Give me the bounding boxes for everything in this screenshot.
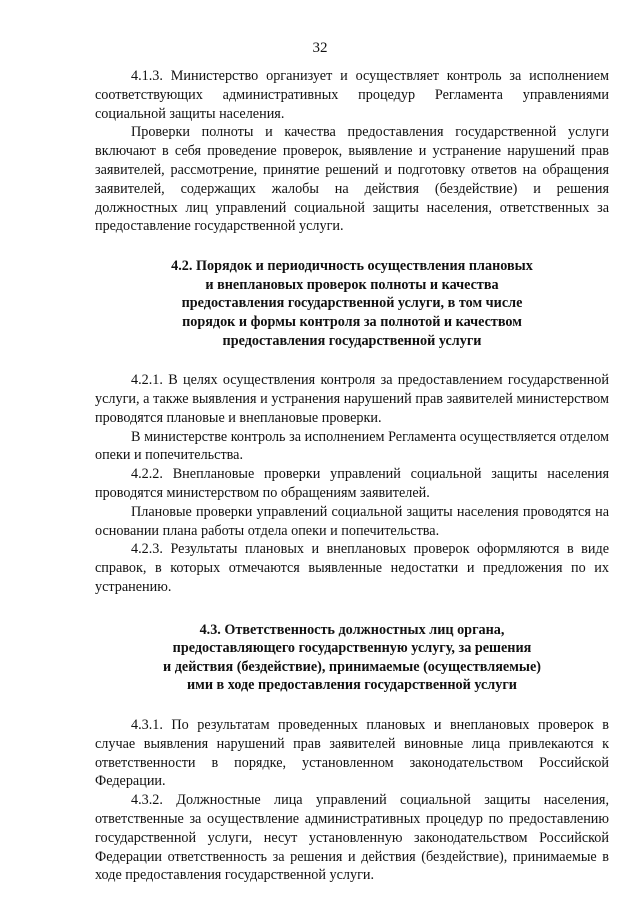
paragraph-4-3-2: 4.3.2. Должностные лица управлений социальной защиты населения, ответственные за осуществление административных процедур по предоставлению государственной услуги, несут установленную законодательством Российской Федерации ответственность за решения и действия (бездействие), принимаемые в ходе предоставления государственной услуги. xyxy=(95,792,609,884)
heading-line: 4.3. Ответственность должностных лиц органа, xyxy=(199,621,505,638)
heading-line: предоставляющего государственную услугу, за решения xyxy=(172,640,532,657)
paragraph-4-2-3: 4.2.3. Результаты плановых и внеплановых проверок оформляются в виде справок, в которых отмечаются выявленные недостатки и предложения по их устранению. xyxy=(95,541,609,595)
section-heading-4-3 xyxy=(95,621,609,695)
heading-line: предоставления государственной услуги, в том числе xyxy=(181,295,523,312)
paragraph-4-3-1: 4.3.1. По результатам проведенных плановых и внеплановых проверок в случае выявления нарушений прав заявителей виновные лица привлекаются к ответственности в порядке, установленном законодательством Российской Федерации. xyxy=(95,717,609,790)
page-number: 32 xyxy=(312,40,328,56)
paragraph-planned-inspections: Плановые проверки управлений социальной защиты населения проводятся на основании плана работы отдела опеки и попечительства. xyxy=(95,503,609,539)
heading-line: ими в ходе предоставления государственной услуги xyxy=(187,677,517,694)
section-heading-4-2 xyxy=(95,257,609,350)
heading-line: и внеплановых проверок полноты и качества xyxy=(205,276,499,293)
document-body xyxy=(95,67,609,885)
paragraph-4-2-1: 4.2.1. В целях осуществления контроля за предоставлением государственной услуги, а также выявления и устранения нарушений прав заявителей министерством проводятся плановые и внеплановые проверки. xyxy=(95,372,609,426)
paragraph-4-2-2: 4.2.2. Внеплановые проверки управлений социальной защиты населения проводятся министерством по обращениям заявителей. xyxy=(95,466,609,501)
paragraph-control-department: В министерстве контроль за исполнением Регламента осуществляется отделом опеки и попечительства. xyxy=(95,428,609,464)
paragraph-inspections-scope: Проверки полноты и качества предоставления государственной услуги включают в себя проведение проверок, выявление и устранение нарушений прав заявителей, рассмотрение, принятие решений и подготовку ответов на обращения заявителей, содержащих жалобы на действия (бездействие) и решения должностных лиц управлений социальной защиты населения, ответственных за предоставление государственной услуги. xyxy=(95,124,609,235)
heading-line: 4.2. Порядок и периодичность осуществления плановых xyxy=(171,258,533,275)
heading-line: порядок и формы контроля за полнотой и качеством xyxy=(182,313,522,330)
heading-line: предоставления государственной услуги xyxy=(222,332,482,349)
heading-line: и действия (бездействие), принимаемые (осуществляемые) xyxy=(163,658,541,675)
paragraph-4-1-3: 4.1.3. Министерство организует и осуществляет контроль за исполнением соответствующих административных процедур Регламента управлениями социальной защиты населения. xyxy=(95,68,609,122)
